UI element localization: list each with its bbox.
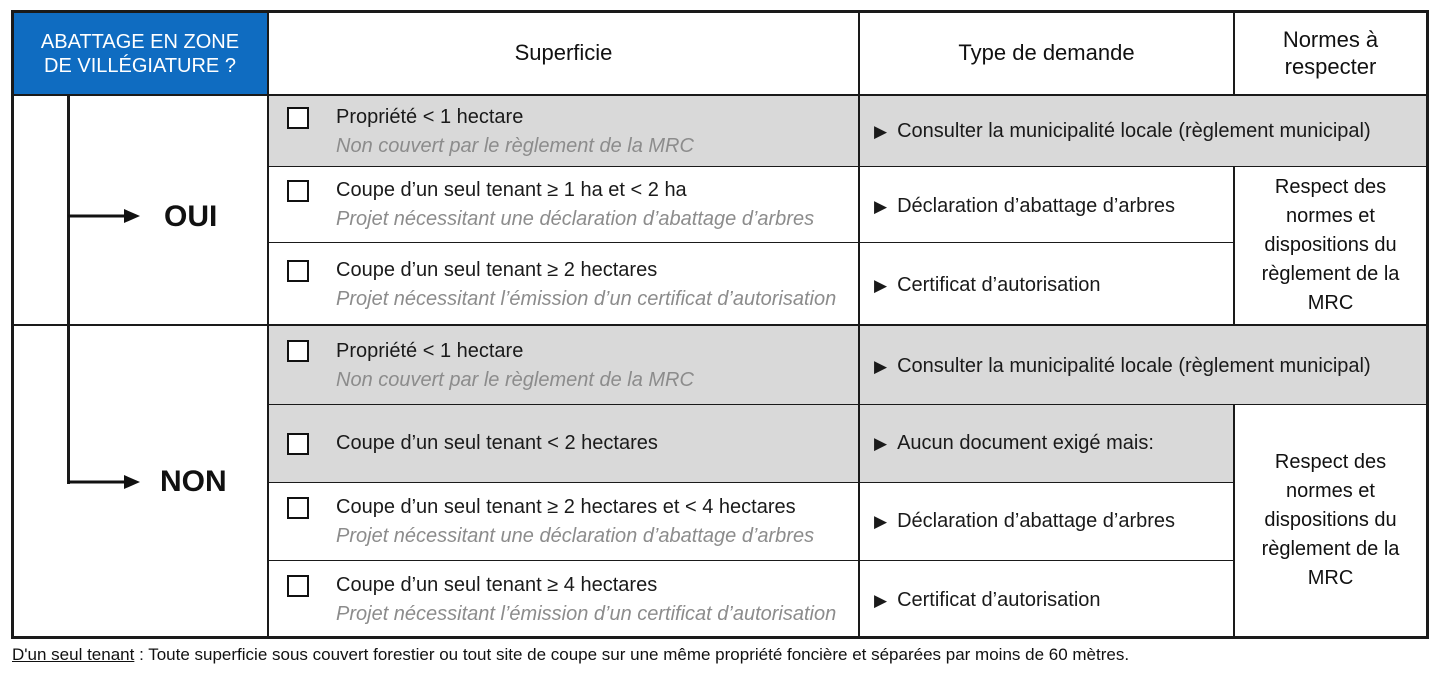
non-row-4-main: Coupe d’un seul tenant ≥ 4 hectares	[336, 574, 658, 596]
non-row-4-type	[874, 589, 1101, 612]
oui-row-3-main: Coupe d’un seul tenant ≥ 2 hectares	[336, 259, 658, 281]
table-border-bottom	[11, 636, 1429, 639]
oui-row-2-type-text: Déclaration d’abattage d’arbres	[897, 195, 1176, 217]
checkbox-icon[interactable]	[287, 260, 309, 282]
oui-row-1-type	[874, 120, 1371, 143]
triangle-right-icon: ▶	[874, 591, 888, 610]
triangle-right-icon: ▶	[874, 512, 888, 531]
non-row-4-sub: Projet nécessitant l’émission d’un certificat d’autorisation	[336, 603, 837, 625]
col-divider-1	[267, 10, 269, 639]
checkbox-icon[interactable]	[287, 107, 309, 129]
non-row-3-main: Coupe d’un seul tenant ≥ 2 hectares et < 4 hectares	[336, 496, 796, 518]
oui-row-3-type	[874, 274, 1101, 297]
checkbox-icon[interactable]	[287, 340, 309, 362]
oui-row-2-main: Coupe d’un seul tenant ≥ 1 ha et < 2 ha	[336, 179, 687, 201]
oui-normes-text: Respect des normes et dispositions du règlement de la MRC	[1261, 176, 1400, 314]
non-normes	[1235, 405, 1426, 636]
triangle-right-icon: ▶	[874, 276, 888, 295]
arrow-right-icon	[68, 206, 148, 226]
checkbox-icon[interactable]	[287, 497, 309, 519]
normes-header	[1234, 12, 1427, 95]
non-normes-text: Respect des normes et dispositions du règlement de la MRC	[1261, 451, 1400, 589]
triangle-right-icon: ▶	[874, 122, 888, 141]
footer-definition: : Toute superficie sous couvert forestier ou tout site de coupe sur une même propriété foncière et séparées par moins de 60 mètres.	[134, 645, 1130, 664]
footer-note	[12, 645, 1129, 665]
non-row-1-sub: Non couvert par le règlement de la MRC	[336, 369, 694, 391]
non-row-2-type	[874, 432, 1154, 455]
triangle-right-icon: ▶	[874, 357, 888, 376]
oui-label: OUI	[164, 200, 218, 233]
oui-row-2-type	[874, 195, 1175, 218]
row-line-oui-2	[268, 242, 1234, 243]
superficie-header	[268, 12, 859, 95]
type-header-label: Type de demande	[958, 40, 1135, 66]
footer-term: D'un seul tenant	[12, 645, 135, 664]
oui-row-3-type-text: Certificat d’autorisation	[897, 274, 1101, 296]
question-header-line2: DE VILLÉGIATURE ?	[44, 54, 236, 77]
non-row-4-type-text: Certificat d’autorisation	[897, 589, 1101, 611]
checkbox-icon[interactable]	[287, 575, 309, 597]
superficie-header-label: Superficie	[514, 40, 613, 66]
col-divider-2	[858, 10, 860, 639]
col-divider-3-top	[1233, 10, 1235, 96]
normes-header-line2: respecter	[1284, 53, 1377, 79]
non-row-1-type-text: Consulter la municipalité locale (règlement municipal)	[897, 355, 1371, 377]
oui-row-2-sub: Projet nécessitant une déclaration d’abattage d’arbres	[336, 208, 815, 230]
non-row-3-sub: Projet nécessitant une déclaration d’abattage d’arbres	[336, 525, 815, 547]
non-row-2-type-text: Aucun document exigé mais:	[897, 432, 1154, 454]
non-row-1-type	[874, 355, 1371, 378]
oui-normes	[1235, 167, 1426, 324]
row-line-non-3	[268, 560, 1234, 561]
row-line-non-2	[268, 482, 1234, 483]
question-header-line1: ABATTAGE EN ZONE	[40, 30, 240, 53]
non-row-3-type	[874, 510, 1175, 533]
triangle-right-icon: ▶	[874, 434, 888, 453]
non-row-3-type-text: Déclaration d’abattage d’arbres	[897, 510, 1176, 532]
normes-header-line1: Normes à	[1282, 27, 1379, 53]
checkbox-icon[interactable]	[287, 180, 309, 202]
question-header	[12, 12, 268, 95]
header-divider	[11, 94, 1429, 96]
non-label: NON	[160, 465, 227, 498]
checkbox-icon[interactable]	[287, 433, 309, 455]
oui-row-3-sub: Projet nécessitant l’émission d’un certificat d’autorisation	[336, 288, 837, 310]
oui-row-1-main: Propriété < 1 hectare	[336, 106, 524, 128]
oui-row-1-type-text: Consulter la municipalité locale (règlement municipal)	[897, 120, 1371, 142]
non-row-1-main: Propriété < 1 hectare	[336, 340, 524, 362]
section-divider	[11, 324, 1429, 326]
oui-row-1-sub: Non couvert par le règlement de la MRC	[336, 135, 694, 157]
table-border-top	[11, 10, 1429, 13]
non-row-2-main: Coupe d’un seul tenant < 2 hectares	[336, 432, 658, 454]
flow-connector	[67, 96, 70, 484]
type-header	[859, 12, 1234, 95]
triangle-right-icon: ▶	[874, 197, 888, 216]
arrow-right-icon	[68, 472, 148, 492]
